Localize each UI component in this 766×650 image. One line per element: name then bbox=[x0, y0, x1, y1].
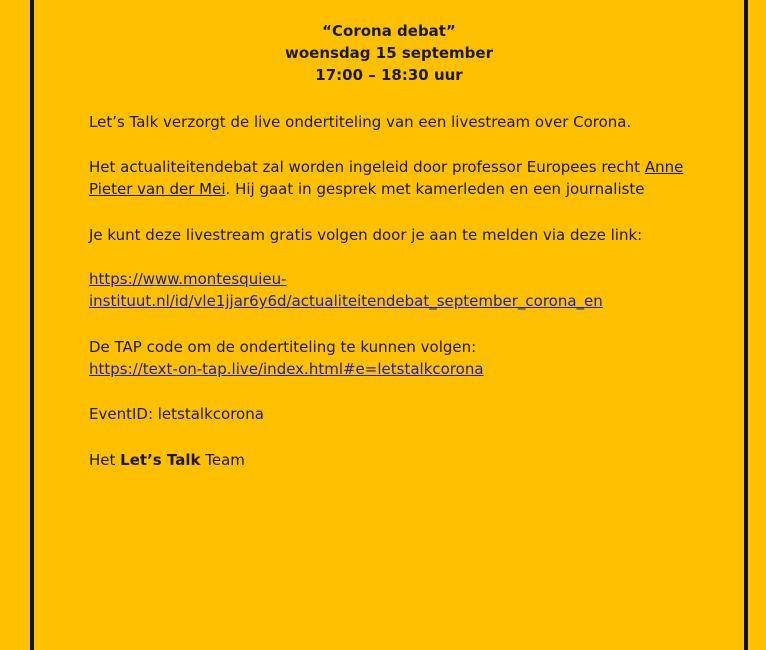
livestream-link-cont[interactable]: instituut.nl/id/vle1jjar6y6d/actualiteitendebat_september_corona_en bbox=[89, 292, 603, 310]
signoff-prefix: Het bbox=[89, 451, 121, 469]
speaker-name-link-cont[interactable]: Pieter van der Mei bbox=[89, 180, 226, 198]
debate-paragraph-line2 bbox=[89, 178, 645, 200]
left-border bbox=[30, 0, 34, 650]
debate-text: Het actualiteitendebat zal worden ingeleid door professor Europees recht bbox=[89, 158, 645, 176]
speaker-name-link[interactable]: Anne bbox=[644, 158, 684, 176]
event-title: “Corona debat” bbox=[322, 22, 456, 40]
livestream-link[interactable]: https://www.montesquieu- bbox=[89, 270, 287, 288]
right-border bbox=[744, 0, 748, 650]
signoff-brand: Let’s Talk bbox=[120, 451, 201, 469]
event-date: woensdag 15 september bbox=[285, 44, 493, 62]
intro-paragraph: Let’s Talk verzorgt de live ondertiteling van een livestream over Corona. bbox=[89, 113, 632, 131]
event-id: EventID: letstalkcorona bbox=[89, 405, 264, 423]
follow-paragraph: Je kunt deze livestream gratis volgen door je aan te melden via deze link: bbox=[89, 226, 643, 244]
signoff bbox=[89, 449, 245, 471]
tap-paragraph: De TAP code om de ondertiteling te kunnen volgen: bbox=[89, 338, 477, 356]
signoff-suffix: Team bbox=[200, 451, 245, 469]
tap-link[interactable]: https://text-on-tap.live/index.html#e=letstalkcorona bbox=[89, 360, 484, 378]
debate-paragraph-line1 bbox=[89, 156, 683, 178]
event-time: 17:00 – 18:30 uur bbox=[315, 66, 463, 84]
debate-text-cont: . Hij gaat in gesprek met kamerleden en een journaliste bbox=[225, 180, 645, 198]
